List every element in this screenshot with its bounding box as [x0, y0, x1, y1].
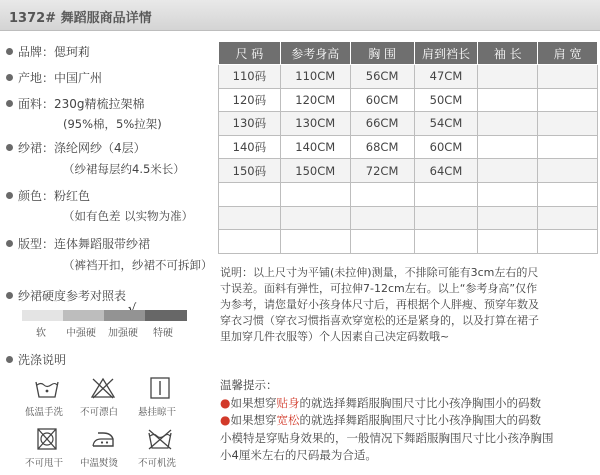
spec-color: 颜色：粉红色	[6, 187, 90, 204]
table-row	[219, 230, 598, 254]
note-line: 寸误差。面料有弹性，可拉伸7-12cm左右。以上“参考身高”仅作	[220, 282, 538, 295]
cell	[538, 159, 598, 183]
no-machine-wash-icon	[147, 428, 173, 450]
page-title: 1372# 舞蹈服商品详情	[9, 11, 152, 26]
cell	[538, 112, 598, 136]
cell: 60CM	[414, 135, 478, 159]
bullet-icon	[6, 240, 13, 247]
bullet-icon	[6, 356, 13, 363]
tip-model-line: 小模特是穿贴身效果的，一般情况下舞蹈服胸围尺寸比小孩净胸围	[220, 430, 554, 445]
hardness-label-medium: 中强硬	[66, 328, 96, 339]
hardness-bar-soft	[22, 310, 63, 321]
care-title: 洗涤说明	[6, 351, 66, 368]
tip-bullet-icon: ●	[220, 413, 231, 427]
table-row	[219, 182, 598, 206]
warm-tips-title: 温馨提示：	[220, 378, 278, 392]
spec-skirt: 纱裙：涤纶网纱（4层）	[6, 139, 146, 156]
table-row	[219, 65, 598, 89]
cell	[538, 206, 598, 230]
table-row	[219, 135, 598, 159]
note-line: 为参考，请您量好小孩身体尺寸后，再根据个人胖瘦、预穿年数及	[220, 298, 539, 311]
spec-skirt-detail: （纱裙每层约4.5米长）	[63, 162, 185, 176]
low-temp-hand-wash-icon	[34, 377, 60, 399]
cell: 140CM	[280, 135, 350, 159]
cell	[350, 206, 414, 230]
hardness-bar-extra	[145, 310, 187, 321]
cell	[538, 88, 598, 112]
medium-iron-icon	[90, 428, 116, 450]
cell: 56CM	[350, 65, 414, 89]
bullet-icon	[6, 192, 13, 199]
warm-tips	[220, 377, 598, 465]
hardness-label-strong: 加强硬	[108, 328, 138, 339]
bullet-icon	[6, 74, 13, 81]
hang-dry-icon	[147, 377, 173, 399]
cell: 72CM	[350, 159, 414, 183]
tip-bullet-icon: ●	[220, 395, 231, 410]
cell: 150CM	[280, 159, 350, 183]
no-bleach-icon	[90, 377, 116, 399]
cell	[478, 230, 538, 254]
cell: 110码	[219, 65, 281, 89]
care-label-no-tumble: 不可甩干	[25, 458, 64, 469]
cell	[219, 206, 281, 230]
spec-origin: 产地：中国广州	[6, 69, 102, 86]
cell: 150码	[219, 159, 281, 183]
spec-fabric: 面料：230g精梳拉架棉	[6, 95, 145, 112]
bullet-icon	[6, 144, 13, 151]
cell: 130码	[219, 112, 281, 136]
cell	[478, 135, 538, 159]
cell	[350, 182, 414, 206]
care-label-no-machine: 不可机洗	[138, 458, 177, 469]
cell: 120码	[219, 88, 281, 112]
cell: 60CM	[350, 88, 414, 112]
cell	[414, 182, 478, 206]
hardness-label-soft: 软	[36, 328, 46, 339]
spec-style: 版型：连体舞蹈服带纱裙	[6, 235, 150, 252]
note-line: 说明：以上尺寸为平铺(未拉伸)测量，不排除可能有3cm左右的尺	[220, 266, 539, 279]
cell	[219, 230, 281, 254]
col-chest: 胸 围	[350, 42, 414, 65]
col-length: 肩到裆长	[414, 42, 478, 65]
cell	[478, 159, 538, 183]
note-line: 里加穿几件衣服等）个人因素自己决定码数哦~	[220, 330, 450, 343]
spec-color-detail: （如有色差 以实物为准）	[63, 209, 194, 223]
cell: 64CM	[414, 159, 478, 183]
cell	[478, 182, 538, 206]
spec-fabric-detail: (95%棉，5%拉架)	[63, 117, 162, 131]
col-sleeve: 袖 长	[478, 42, 538, 65]
note-line: 穿衣习惯（穿衣习惯指喜欢穿宽松的还是紧身的，以及打算在裙子	[220, 314, 539, 327]
cell	[280, 182, 350, 206]
tip-loose: ●如果想穿宽松的就选择舞蹈服胸围尺寸比小孩净胸围大的码数	[220, 413, 541, 427]
hardness-bar-strong	[104, 310, 145, 321]
cell	[280, 230, 350, 254]
measurement-note	[220, 265, 598, 345]
table-row	[219, 88, 598, 112]
hardness-bar-medium	[63, 310, 104, 321]
cell	[280, 206, 350, 230]
cell: 66CM	[350, 112, 414, 136]
cell	[538, 182, 598, 206]
bullet-icon	[6, 48, 13, 55]
bullet-icon	[6, 100, 13, 107]
cell	[350, 230, 414, 254]
cell: 47CM	[414, 65, 478, 89]
col-shoulder: 肩 宽	[538, 42, 598, 65]
table-row	[219, 159, 598, 183]
cell	[219, 182, 281, 206]
highlight-fitted: 贴身	[276, 395, 300, 410]
tip-fitted: ●如果想穿贴身的就选择舞蹈服胸围尺寸比小孩净胸围小的码数	[220, 395, 541, 410]
cell: 68CM	[350, 135, 414, 159]
hardness-title: 纱裙硬度参考对照表	[6, 287, 126, 304]
care-label-hang-dry: 悬挂晾干	[138, 407, 177, 418]
hardness-label-extra: 特硬	[153, 328, 173, 339]
page-header	[0, 0, 600, 31]
cell: 50CM	[414, 88, 478, 112]
no-tumble-dry-icon	[34, 428, 60, 450]
bullet-icon	[6, 292, 13, 299]
spec-brand: 品牌：偲珂莉	[6, 43, 90, 60]
table-row	[219, 112, 598, 136]
spec-style-detail: （裤裆开扣，纱裙不可拆卸）	[63, 258, 213, 272]
table-row	[219, 206, 598, 230]
cell: 130CM	[280, 112, 350, 136]
cell	[414, 206, 478, 230]
cell	[478, 65, 538, 89]
highlight-loose: 宽松	[276, 413, 300, 427]
size-table-header	[219, 42, 598, 65]
cell	[538, 230, 598, 254]
cell: 120CM	[280, 88, 350, 112]
care-label-no-bleach: 不可漂白	[80, 407, 119, 418]
col-height: 参考身高	[280, 42, 350, 65]
cell	[538, 65, 598, 89]
cell: 110CM	[280, 65, 350, 89]
cell	[478, 88, 538, 112]
care-label-medium-iron: 中温熨烫	[80, 458, 119, 469]
cell: 54CM	[414, 112, 478, 136]
cell	[414, 230, 478, 254]
cell	[538, 135, 598, 159]
size-table	[218, 41, 598, 254]
care-label-hand-wash: 低温手洗	[25, 407, 64, 418]
cell	[478, 206, 538, 230]
col-size: 尺 码	[219, 42, 281, 65]
cell	[478, 112, 538, 136]
tip-model-line: 小4厘米左右的尺码最为合适。	[220, 448, 377, 462]
cell: 140码	[219, 135, 281, 159]
